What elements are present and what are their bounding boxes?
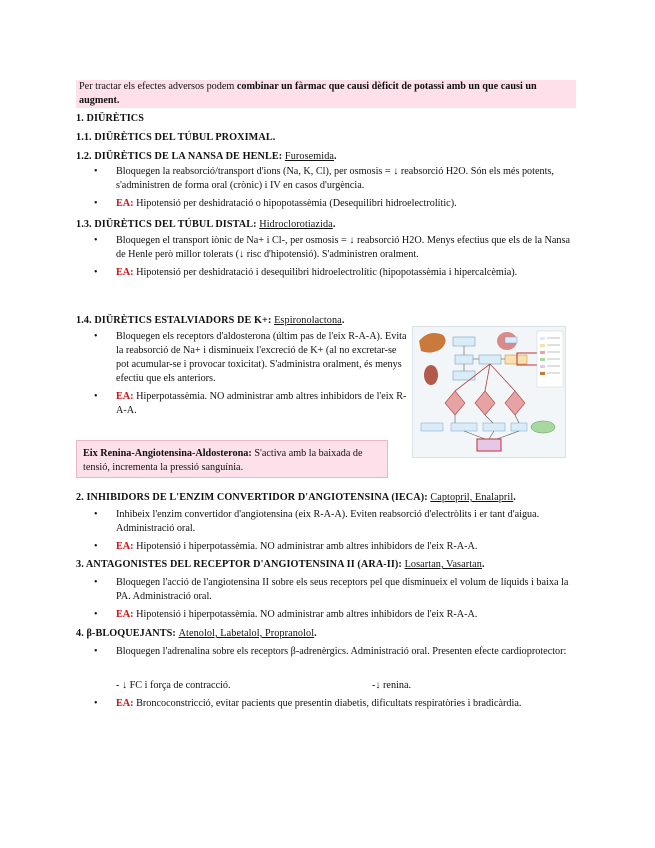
section-4-list (94, 645, 572, 663)
section-4-heading: 4. β-BLOQUEJANTS: Atenolol, Labetalol, Propranolol. (76, 628, 317, 639)
section-2-drug: Captopril, Enalapril (430, 492, 514, 503)
raa-axis-diagram (412, 326, 566, 458)
bullet-icon: • (94, 166, 98, 177)
section-1-2-bullet: Bloquegen la reabsorció/transport d'ions (Na, K, Cl), per osmosis = ↓ reabsorció H2O. Són els més potents, s'administren de forma oral (crònic) i IV en casos d'urgència. (116, 166, 554, 192)
list-item (94, 697, 572, 711)
section-1-4-bullet: Bloquegen els receptors d'aldosterona (últim pas de l'eix R-A-A). Evita la reabsorció de Na+ i disminueix l'excreció de K+ (al no excretar-se pot acumular-se i provocar toxicitat). S'administra oralment, és menys efectiu que els anteriors. (116, 331, 407, 385)
list-item (94, 608, 572, 622)
section-3-bullet: Bloquegen l'acció de l'angiotensina II sobre els seus receptors pel que disminueix el volum de líquids i baixa la PA. Administració oral. (116, 577, 569, 603)
section-1-2-heading: 1.2. DIÜRÈTICS DE LA NANSA DE HENLE: Furosemida. (76, 151, 337, 162)
section-1-1-heading: 1.1. DIÜRÈTICS DEL TÚBUL PROXIMAL. (76, 132, 276, 143)
section-1-2-title: 1.2. DIÜRÈTICS DE LA NANSA DE HENLE: (76, 151, 283, 162)
section-4-bullet: Bloquegen l'adrenalina sobre els receptors β-adrenèrgics. Administració oral. Presenten efecte cardioprotector: (116, 646, 567, 657)
section-3-ea-text: Hipotensió i hiperpotassèmia. NO administrar amb altres inhibidors de l'eix R-A-A. (133, 609, 478, 621)
bullet-icon: • (94, 198, 98, 210)
section-1-4-heading: 1.4. DIÜRÈTICS ESTALVIADORS DE K+: Espironolactona. (76, 315, 345, 326)
list-item (94, 576, 572, 604)
section-1-3-ea-text: Hipotensió per deshidratació i desequilibri hidroelectrolític (hipopotassèmia i hipercalcèmia). (133, 267, 518, 279)
bullet-icon: • (94, 577, 98, 588)
ea-label: EA: (116, 267, 134, 279)
section-1-3-bullet: Bloquegen el transport iònic de Na+ i Cl-, per osmosis = ↓ reabsorció H2O. Menys efectius que els de la Nansa de Henle però millor tolerats (↓ risc d'hipotensió). S'administren oralment. (116, 235, 570, 261)
eix-raa-text: S'activa amb la baixada de tensió, incrementa la pressió sanguínia. (83, 448, 363, 474)
section-2-title: 2. INHIBIDORS DE L'ENZIM CONVERTIDOR D'ANGIOTENSINA (IECA): (76, 492, 428, 503)
list-item (94, 165, 572, 193)
bullet-icon: • (94, 267, 98, 279)
section-1-4-drug: Espironolactona (274, 315, 342, 326)
eix-raa-box (76, 440, 388, 478)
section-1-3-drug: Hidroclorotiazida (259, 219, 333, 230)
section-1-3-heading: 1.3. DIÜRÈTICS DEL TÚBUL DISTAL: Hidroclorotiazida. (76, 219, 336, 230)
section-1-4-list (94, 330, 408, 422)
section-1-4-title: 1.4. DIÜRÈTICS ESTALVIADORS DE K+: (76, 315, 272, 326)
list-item (94, 390, 408, 418)
ea-label: EA: (116, 698, 134, 709)
eix-raa-label: Eix Renina-Angiotensina-Aldosterona: (83, 448, 252, 459)
section-4-title: 4. β-BLOQUEJANTS: (76, 628, 176, 639)
bullet-icon: • (94, 509, 98, 520)
ea-label: EA: (116, 198, 134, 210)
section-2-ea-text: Hipotensió i hiperpotassèmia. NO administrar amb altres inhibidors de l'eix R-A-A. (133, 541, 478, 553)
intro-highlight (76, 80, 576, 108)
list-item (94, 197, 572, 211)
list-item (94, 234, 572, 262)
section-1-2-list (94, 165, 572, 215)
ea-label: EA: (116, 541, 134, 553)
bullet-icon: • (94, 541, 98, 553)
section-4-ea-text: Broncoconstricció, evitar pacients que presentin diabetis, dificultats respiratòries i bradicàrdia. (133, 698, 522, 709)
section-3-heading: 3. ANTAGONISTES DEL RECEPTOR D'ANGIOTENSINA II (ARA-II): Losartan, Vasartan. (76, 559, 485, 570)
raa-diagram-graphic (413, 327, 565, 457)
ea-label: EA: (116, 391, 134, 403)
section-4-drug: Atenolol, Labetalol, Propranolol (178, 628, 315, 639)
section-1-3-title: 1.3. DIÜRÈTICS DEL TÚBUL DISTAL: (76, 219, 257, 230)
section-1-3-list (94, 234, 572, 284)
intro-text-part1: Per tractar els efectes adversos podem (79, 81, 237, 92)
bullet-icon: • (94, 609, 98, 621)
kidney-icon (424, 365, 438, 385)
section-2-heading: 2. INHIBIDORS DE L'ENZIM CONVERTIDOR D'ANGIOTENSINA (IECA): Captopril, Enalapril. (76, 492, 516, 503)
section-2-bullet: Inhibeix l'enzim convertidor d'angiotensina (eix R-A-A). Eviten reabsorció d'electròlits i er tant d'aigua. Administració oral. (116, 509, 540, 535)
section-3-list (94, 576, 572, 626)
bullet-icon: • (94, 391, 98, 403)
section-1-4-ea-text: Hiperpotassèmia. NO administrar amb altres inhibidors de l'eix R-A-A. (116, 391, 407, 417)
intro-text-part2: combinar un fàrmac que causi dèficit de potassi amb un que causi un augment. (79, 81, 537, 107)
section-1-2-ea-text: Hipotensió per deshidratació o hipopotassèmia (Desequilibri hidroelectrolític). (133, 198, 457, 210)
section-1-2-drug: Furosemida (284, 151, 335, 162)
list-item (94, 266, 572, 280)
bullet-icon: • (94, 646, 98, 657)
section-4-sub-1: - ↓ FC i força de contracció. (116, 680, 231, 691)
list-item (94, 540, 572, 554)
section-4-ea-list (94, 697, 572, 715)
section-3-drug: Losartan, Vasartan (404, 559, 482, 570)
bullet-icon: • (94, 235, 98, 246)
ea-label: EA: (116, 609, 134, 621)
list-item (94, 645, 572, 659)
section-4-sub-2: -↓ renina. (372, 680, 412, 691)
list-item (94, 330, 408, 386)
bullet-icon: • (94, 331, 98, 342)
section-3-title: 3. ANTAGONISTES DEL RECEPTOR D'ANGIOTENSINA II (ARA-II): (76, 559, 402, 570)
section-2-list (94, 508, 572, 558)
list-item (94, 508, 572, 536)
bullet-icon: • (94, 698, 98, 709)
section-1-heading: 1. DIÜRÈTICS (76, 113, 145, 124)
